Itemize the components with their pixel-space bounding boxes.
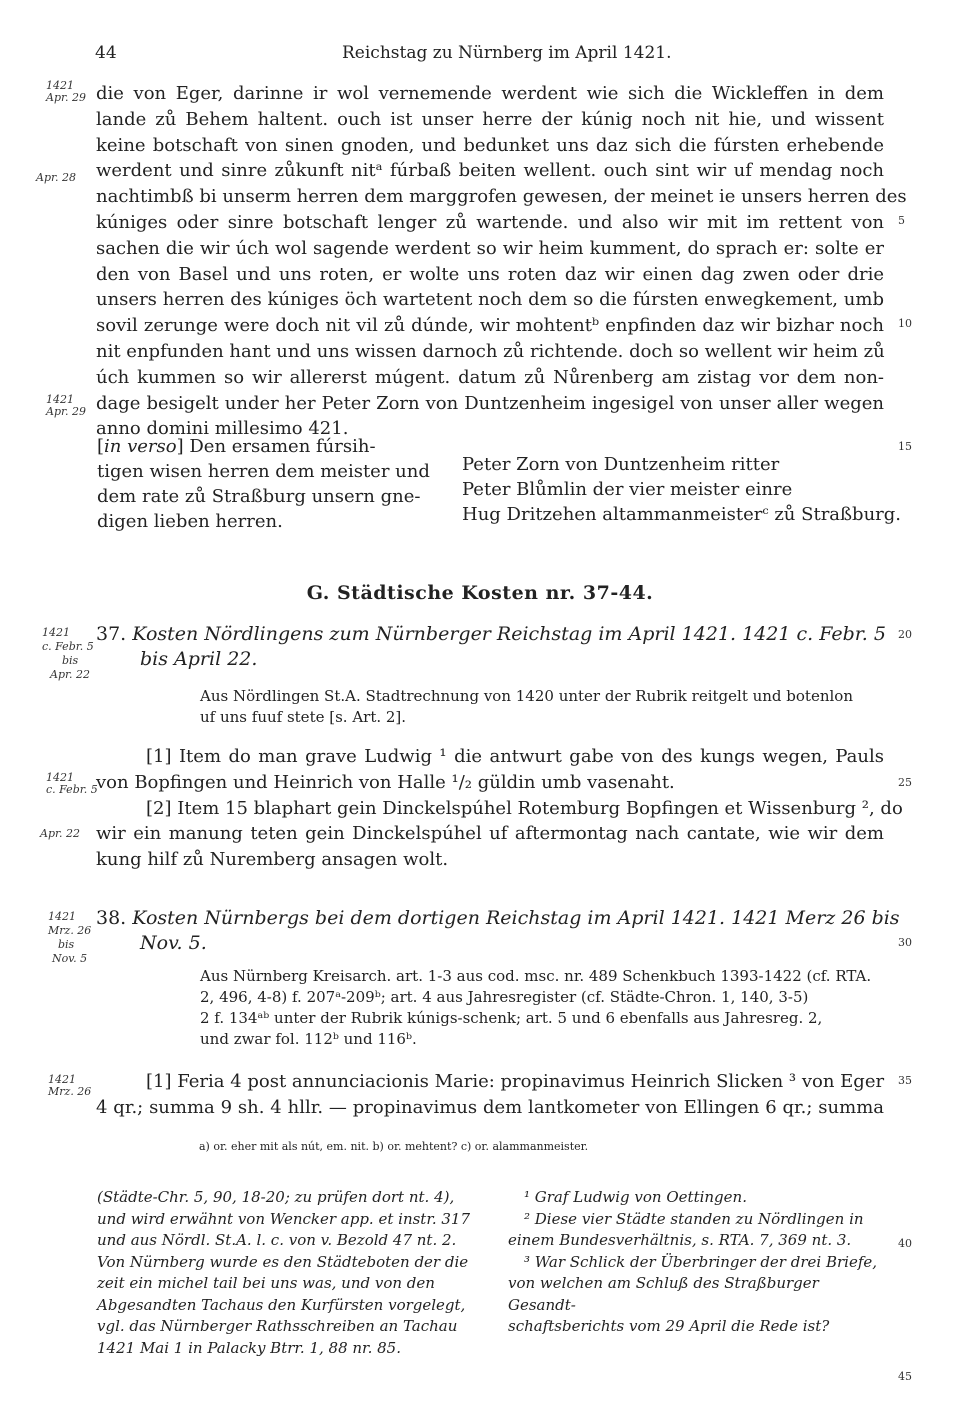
text-line: anno domini millesimo 421. (96, 418, 349, 440)
item-heading-37: 37. Kosten Nördlingens zum Nürnberger Reichstag im April 1421. 1421 c. Febr. 5 bis April 22. (96, 623, 886, 670)
text-line: nachtimbß bi unserm herren dem marggrofen gewesen, der meinet ie unsers herren des (96, 186, 907, 208)
item-38-text: [1] Feria 4 post annunciacionis Marie: propinavimus Heinrich Slicken ³ von Eger 4 qr.; summa 9 sh. 4 hllr. — propinavimus dem lantkometer von Ellingen 6 qr.; summa (96, 1071, 885, 1118)
section-heading: G. Städtische Kosten nr. 37-44. (306, 582, 654, 604)
text-line: kúniges oder sinre botschaft lenger zů wartende. und also wir mit im rettent von (96, 211, 884, 233)
line-number: 15 (898, 440, 912, 453)
running-title: Reichstag zu Nürnberg im April 1421. (342, 43, 672, 63)
text-line: die von Eger, darinne ir wol vernemende werdent wie sich die Wickleffen in dem (96, 83, 884, 104)
margin-note: 1421 Mrz. 26 bis Nov. 5 (48, 910, 92, 965)
text-line: dage besigelt under her Peter Zorn von Duntzenheim ingesigel von unser aller wegen (96, 392, 884, 414)
text-line: úch kummen so wir allererst múgent. datum zů Nůrenberg am zistag vor dem non- (96, 366, 884, 388)
line-number: 5 (898, 214, 905, 227)
text-line: sovil zerunge were doch nit vil zů dúnde, wir mohtentᵇ enpfinden daz wir bizhar noch (96, 315, 884, 337)
margin-note: 1421 Apr. 29 (46, 393, 87, 418)
line-number: 20 (898, 628, 912, 641)
line-number: 40 (898, 1237, 912, 1250)
margin-note: Apr. 22 (40, 827, 81, 840)
item-heading-38: 38. Kosten Nürnbergs bei dem dortigen Reichstag im April 1421. 1421 Merz 26 bis Nov. 5. (96, 907, 900, 954)
line-number: 35 (898, 1074, 912, 1087)
text-line: lande zů Behem haltent. ouch ist unser herre der kúnig noch nit hie, und wissent (96, 108, 884, 130)
item-37-text: [1] Item do man grave Ludwig ¹ die antwurt gabe von des kungs wegen, Pauls von Bopfingen und Heinrich von Halle ¹/₂ güldin umb vasenaht. [2] Item 15 blaphart gein Dinckelspúhel Rotemburg Bopfingen et Wissenburg ², do wir ein manung teten gein Dinckelspúhel uf aftermontag nach cantate, wie wir dem kung hilf zů Nuremberg ansagen wolt. (96, 746, 903, 871)
line-number: 30 (898, 936, 912, 949)
margin-note: 1421 c. Febr. 5 bis Apr. 22 (42, 626, 94, 681)
text-line: sachen die wir úch wol sagende werdent so wir heim kumment, do sprach er: solte er (96, 237, 884, 259)
margin-note: Apr. 28 (36, 171, 77, 184)
continued-note-column: (Städte-Chr. 5, 90, 18-20; zu prüfen dort nt. 4), und wird erwähnt von Wencker app. et instr. 317 und aus Nördl. St.A. l. c. von v. Bezold 47 nt. 2. Von Nürnberg wurde es den Städteboten der die zeit ein michel tail bei uns was, und von den Abgesandten Tachaus den Kurfürsten vorgelegt, vgl. das Nürnberger Rathsschreiben an Tachau 1421 Mai 1 in Palacky Btrr. 1, 88 nr. 85. (97, 1188, 471, 1357)
text-line: den von Basel und uns roten, er wolte uns roten daz wir einen dag zwen oder drie (96, 263, 884, 285)
text-line: unsers herren des kúniges öch wartetent noch dem so die fúrsten enwegkement, umb (96, 289, 884, 311)
line-number: 25 (898, 776, 912, 789)
line-number: 10 (898, 317, 912, 330)
text-line: keine botschaft von sinen gnoden, und bedunket uns daz sich die fúrsten erhebende (96, 134, 884, 156)
critical-apparatus: a) or. eher mit als nút, em. nit. b) or. mehtent? c) or. alammanmeister. (199, 1140, 589, 1153)
source-note-38: Aus Nürnberg Kreisarch. art. 1-3 aus cod. msc. nr. 489 Schenkbuch 1393-1422 (cf. RTA. 2, 496, 4-8) f. 207ᵃ-209ᵇ; art. 4 aus Jahresregister (cf. Städte-Chron. 1, 140, 3-5) 2 f. 134ᵃᵇ unter der Rubrik kúnigs-schenk; art. 5 und 6 ebenfalls aus Jahresreg. 2, und zwar fol. 112ᵇ und 116ᵇ. (200, 967, 872, 1048)
margin-note: 1421 c. Febr. 5 (46, 771, 98, 796)
signature-block: Peter Zorn von Duntzenheim ritter Peter Blůmlin der vier meister einre Hug Dritzehen altammanmeisterᶜ zů Straßburg. (462, 454, 902, 525)
margin-note: 1421 Mrz. 26 (48, 1073, 92, 1098)
margin-note: 1421 Apr. 29 (46, 79, 87, 104)
text-line: nit enpfunden hant und uns wissen darnoch zů richtende. doch so wellent wir heim zů (96, 340, 885, 362)
address-block: [in verso] Den ersamen fúrsih- tigen wisen herren dem meister und dem rate zů Straßburg unsern gne- digen lieben herren. (97, 436, 430, 532)
footnote-column: ¹ Graf Ludwig von Oettingen. ² Diese vier Städte standen zu Nördlingen in einem Bundesverhältnis, s. RTA. 7, 369 nt. 3. ³ War Schlick der Überbringer der drei Briefe, von welchen am Schluß des Straßburger Gesandt- schaftsberichts vom 29 April die Rede ist? (508, 1188, 878, 1335)
source-note-37: Aus Nördlingen St.A. Stadtrechnung von 1420 unter der Rubrik reitgelt und botenlon uf uns fuuf stete [s. Art. 2]. (200, 687, 853, 726)
text-line: werdent und sinre zůkunft nitᵃ fúrbaß beiten wellent. ouch sint wir uf mendag noch (96, 160, 884, 182)
page-number: 44 (95, 43, 117, 63)
line-number: 45 (898, 1370, 912, 1383)
